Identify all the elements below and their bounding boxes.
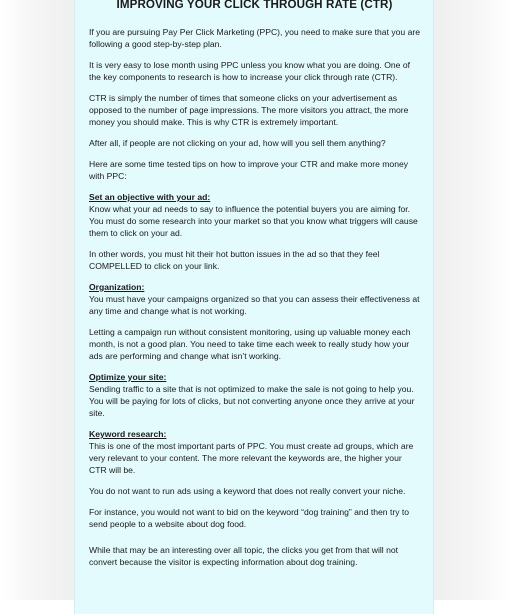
section-objective [89,191,420,239]
section-keyword-extra-2: For instance, you would not want to bid on the keyword “dog training” and then try to send people to a website about dog food. [89,507,410,529]
intro-paragraph-2: It is very easy to lose month using PPC unless you know what you are doing. One of the key components to research is how to increase your click through rate (CTR). [89,60,411,82]
section-body-optimize: Sending traffic to a site that is not optimized to make the sale is not going to help you. You will be paying for lots of clicks, but not converting anyone once they arrive at your site. [89,384,415,418]
section-heading-optimize: Optimize your site: [89,372,167,382]
article-panel [74,0,434,614]
section-organization [89,281,420,317]
section-keyword-extra-3: While that may be an interesting over all topic, the clicks you get from that will not convert because the visitor is expecting information about dog training. [89,545,399,567]
section-keyword [89,428,420,476]
section-keyword-extra-1: You do not want to run ads using a keyword that does not really convert your niche. [89,486,406,496]
section-heading-keyword: Keyword research: [89,429,167,439]
section-objective-extra-1: In other words, you must hit their hot button issues in the ad so that they feel COMPELLED to click on your link. [89,249,380,271]
intro-paragraph-3: CTR is simply the number of times that someone clicks on your advertisement as opposed to the number of page impressions. The more visitors you attract, the more money you should make. This is why CTR is extremely important. [89,93,409,127]
intro-paragraph-5: Here are some time tested tips on how to improve your CTR and make more money with PPC: [89,159,409,181]
section-body-keyword: This is one of the most important parts of PPC. You must create ad groups, which are very relevant to your content. The more relevant the keywords are, the higher your CTR will be. [89,441,414,475]
section-body-objective: Know what your ad needs to say to influence the potential buyers you are aiming for. You must do some research into your market so that you know what triggers will cause them to click on your ad. [89,204,418,238]
intro-paragraph-4: After all, if people are not clicking on your ad, how will you sell them anything? [89,138,386,148]
section-body-organization: You must have your campaigns organized so that you can assess their effectiveness at any time and change what is not working. [89,294,420,316]
section-heading-objective: Set an objective with your ad: [89,192,211,202]
section-organization-extra-1: Letting a campaign run without consistent monitoring, using up valuable money each month, is not a good plan. You need to take time each week to really study how your ads are performing and change what isn’t working. [89,327,411,361]
section-optimize [89,371,420,419]
article-title: IMPROVING YOUR CLICK THROUGH RATE (CTR) [116,0,393,11]
section-heading-organization: Organization: [89,282,145,292]
intro-paragraph-1: If you are pursuing Pay Per Click Marketing (PPC), you need to make sure that you are following a good step-by-step plan. [89,27,421,49]
